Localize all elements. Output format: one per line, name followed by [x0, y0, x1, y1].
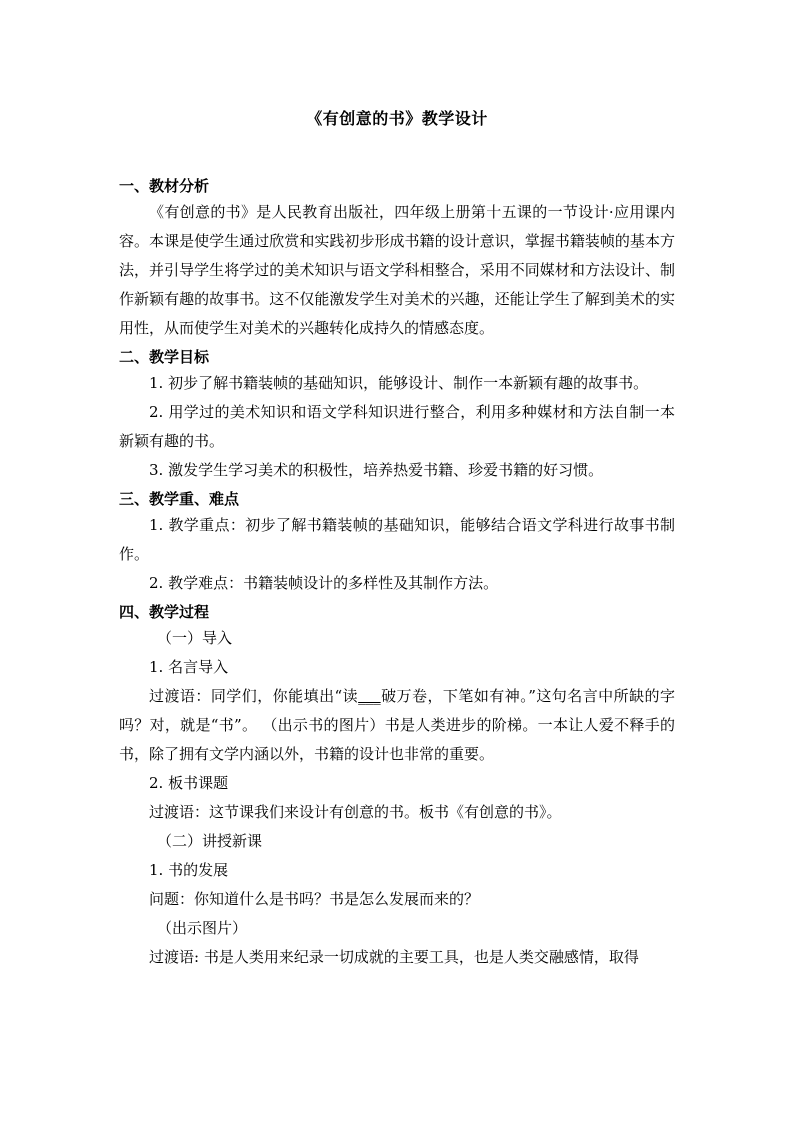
analysis-paragraph: 《有创意的书》是人民教育出版社，四年级上册第十五课的一节设计·应用课内容。本课是使学生通过欣赏和实践初步形成书籍的设计意识，掌握书籍装帧的基本方法，并引导学生将学过的美术知识与语文学科相整合，采用不同媒材和方法设计、制作新颖有趣的故事书。这不仅能激发学生对美术的兴趣，还能让学生了解到美术的实用性，从而使学生对美术的兴趣转化成持久的情感态度。 [119, 203, 675, 337]
transition-paragraph-2: 过渡语：这节课我们来设计有创意的书。板书《有创意的书》。 [149, 803, 562, 821]
transition-1-start: 过渡语：同学们，你能填出“读 [149, 687, 359, 705]
show-picture-note: （出示图片） [157, 919, 248, 937]
subsection-new-lesson: （二）讲授新课 [157, 832, 263, 850]
question-line: 问题：你知道什么是书吗？书是怎么发展而来的？ [149, 890, 480, 908]
key-point-item-1: 1. 教学重点：初步了解书籍装帧的基础知识，能够结合语文学科进行故事书制作。 [119, 516, 675, 563]
document-title: 《有创意的书》教学设计 [306, 109, 488, 128]
document-body [119, 172, 675, 972]
transition-1-end: 破万卷，下笔如有神。”这句名言中所缺的字吗？对，就是“书”。 （出示书的图片）书是人类进步的阶梯。一本让人爱不释手的书，除了拥有文学内涵以外，书籍的设计也非常的重要。 [119, 687, 676, 763]
section-heading-process: 四、教学过程 [119, 603, 210, 621]
section-heading-goals: 二、教学目标 [119, 348, 210, 366]
section-heading-key-points: 三、教学重、难点 [119, 490, 240, 508]
goal-item-2: 2. 用学过的美术知识和语文学科知识进行整合，利用多种媒材和方法自制一本新颖有趣的书。 [119, 403, 675, 450]
subsection-intro: （一）导入 [157, 629, 233, 647]
goal-item-1: 1. 初步了解书籍装帧的基础知识，能够设计、制作一本新颖有趣的故事书。 [149, 374, 649, 392]
transition-paragraph-1 [119, 682, 675, 769]
fill-in-blank: ___ [358, 687, 381, 705]
intro-step-1: 1. 名言导入 [149, 658, 229, 676]
transition-paragraph-3: 过渡语: 书是人类用来纪录一切成就的主要工具，也是人类交融感情，取得 [149, 948, 639, 966]
section-heading-analysis: 一、教材分析 [119, 177, 210, 195]
key-point-item-2: 2. 教学难点：书籍装帧设计的多样性及其制作方法。 [149, 574, 499, 592]
new-lesson-step-1: 1. 书的发展 [149, 861, 229, 879]
intro-step-2: 2. 板书课题 [149, 774, 229, 792]
goal-item-3: 3. 激发学生学习美术的积极性，培养热爱书籍、珍爱书籍的好习惯。 [149, 461, 604, 479]
